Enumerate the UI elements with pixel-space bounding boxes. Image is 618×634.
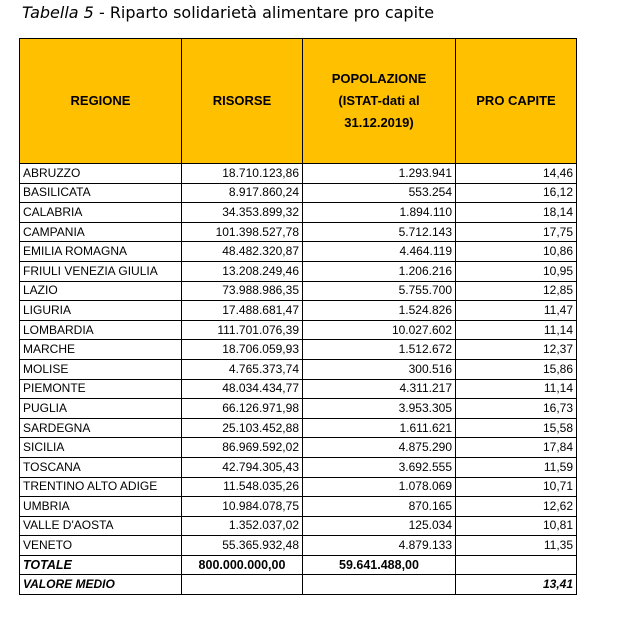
header-row: [20, 39, 577, 164]
cell-regione: EMILIA ROMAGNA: [20, 242, 182, 262]
cell-pro-capite: 10,95: [456, 261, 577, 281]
table-row: [20, 516, 577, 536]
table-row: [20, 281, 577, 301]
cell-pro-capite: 16,73: [456, 399, 577, 419]
cell-risorse: 18.710.123,86: [182, 164, 303, 184]
header-popolazione-line3: 31.12.2019): [344, 115, 414, 130]
cell-popolazione: 1.206.216: [303, 261, 456, 281]
cell-risorse: 4.765.373,74: [182, 359, 303, 379]
caption-title: Riparto solidarietà alimentare pro capite: [109, 3, 435, 22]
valore-medio-empty-popolazione: [303, 575, 456, 595]
cell-regione: CALABRIA: [20, 203, 182, 223]
cell-popolazione: 1.894.110: [303, 203, 456, 223]
cell-pro-capite: 18,14: [456, 203, 577, 223]
cell-risorse: 17.488.681,47: [182, 301, 303, 321]
totale-empty-cell: [456, 555, 577, 575]
caption-label: Tabella 5: [22, 3, 94, 22]
header-regione: REGIONE: [20, 39, 182, 164]
cell-popolazione: 553.254: [303, 183, 456, 203]
cell-risorse: 25.103.452,88: [182, 418, 303, 438]
header-popolazione-line2: (ISTAT-dati al: [338, 93, 420, 108]
pro-capite-table: [19, 38, 577, 595]
cell-regione: TOSCANA: [20, 457, 182, 477]
table-caption: [22, 3, 434, 22]
cell-popolazione: 1.611.621: [303, 418, 456, 438]
cell-pro-capite: 11,14: [456, 379, 577, 399]
table-row: [20, 379, 577, 399]
table-row: [20, 399, 577, 419]
cell-popolazione: 4.879.133: [303, 536, 456, 556]
cell-risorse: 66.126.971,98: [182, 399, 303, 419]
cell-pro-capite: 11,35: [456, 536, 577, 556]
table-row: [20, 536, 577, 556]
cell-risorse: 101.398.527,78: [182, 222, 303, 242]
cell-risorse: 86.969.592,02: [182, 438, 303, 458]
cell-popolazione: 10.027.602: [303, 320, 456, 340]
cell-popolazione: 870.165: [303, 497, 456, 517]
totale-popolazione: 59.641.488,00: [303, 555, 456, 575]
cell-risorse: 1.352.037,02: [182, 516, 303, 536]
cell-popolazione: 3.953.305: [303, 399, 456, 419]
cell-pro-capite: 12,37: [456, 340, 577, 360]
cell-popolazione: 4.311.217: [303, 379, 456, 399]
cell-risorse: 11.548.035,26: [182, 477, 303, 497]
cell-risorse: 55.365.932,48: [182, 536, 303, 556]
cell-regione: FRIULI VENEZIA GIULIA: [20, 261, 182, 281]
table-row: [20, 320, 577, 340]
cell-regione: MOLISE: [20, 359, 182, 379]
cell-popolazione: 1.512.672: [303, 340, 456, 360]
cell-regione: VALLE D'AOSTA: [20, 516, 182, 536]
cell-regione: SARDEGNA: [20, 418, 182, 438]
header-popolazione: [303, 39, 456, 164]
cell-regione: TRENTINO ALTO ADIGE: [20, 477, 182, 497]
cell-risorse: 111.701.076,39: [182, 320, 303, 340]
cell-pro-capite: 12,62: [456, 497, 577, 517]
totale-label: TOTALE: [20, 555, 182, 575]
cell-pro-capite: 15,86: [456, 359, 577, 379]
valore-medio-pro-capite: 13,41: [456, 575, 577, 595]
table-row: [20, 340, 577, 360]
cell-pro-capite: 11,47: [456, 301, 577, 321]
table-row: [20, 418, 577, 438]
header-popolazione-line1: POPOLAZIONE: [331, 71, 427, 86]
cell-pro-capite: 17,75: [456, 222, 577, 242]
table-row: [20, 242, 577, 262]
cell-popolazione: 1.524.826: [303, 301, 456, 321]
table-row: [20, 203, 577, 223]
cell-pro-capite: 11,59: [456, 457, 577, 477]
header-risorse: RISORSE: [182, 39, 303, 164]
cell-regione: UMBRIA: [20, 497, 182, 517]
cell-regione: BASILICATA: [20, 183, 182, 203]
table-row: [20, 457, 577, 477]
cell-regione: PIEMONTE: [20, 379, 182, 399]
cell-risorse: 34.353.899,32: [182, 203, 303, 223]
cell-popolazione: 300.516: [303, 359, 456, 379]
totale-risorse: 800.000.000,00: [182, 555, 303, 575]
cell-risorse: 8.917.860,24: [182, 183, 303, 203]
cell-pro-capite: 12,85: [456, 281, 577, 301]
cell-regione: VENETO: [20, 536, 182, 556]
valore-medio-label: VALORE MEDIO: [20, 575, 182, 595]
cell-pro-capite: 14,46: [456, 164, 577, 184]
table-row: [20, 477, 577, 497]
cell-pro-capite: 15,58: [456, 418, 577, 438]
cell-pro-capite: 10,81: [456, 516, 577, 536]
cell-risorse: 48.482.320,87: [182, 242, 303, 262]
table-row: [20, 261, 577, 281]
cell-popolazione: 1.078.069: [303, 477, 456, 497]
table-row: [20, 359, 577, 379]
cell-risorse: 13.208.249,46: [182, 261, 303, 281]
valore-medio-row: [20, 575, 577, 595]
cell-popolazione: 4.464.119: [303, 242, 456, 262]
cell-regione: ABRUZZO: [20, 164, 182, 184]
cell-risorse: 10.984.078,75: [182, 497, 303, 517]
cell-regione: LAZIO: [20, 281, 182, 301]
cell-regione: PUGLIA: [20, 399, 182, 419]
cell-pro-capite: 11,14: [456, 320, 577, 340]
cell-popolazione: 125.034: [303, 516, 456, 536]
cell-risorse: 42.794.305,43: [182, 457, 303, 477]
cell-popolazione: 5.755.700: [303, 281, 456, 301]
header-pro-capite: PRO CAPITE: [456, 39, 577, 164]
cell-popolazione: 3.692.555: [303, 457, 456, 477]
cell-risorse: 18.706.059,93: [182, 340, 303, 360]
totale-row: [20, 555, 577, 575]
table-row: [20, 183, 577, 203]
table-row: [20, 164, 577, 184]
cell-popolazione: 1.293.941: [303, 164, 456, 184]
cell-popolazione: 4.875.290: [303, 438, 456, 458]
caption-separator: -: [93, 3, 110, 22]
cell-pro-capite: 10,71: [456, 477, 577, 497]
cell-regione: LIGURIA: [20, 301, 182, 321]
cell-risorse: 73.988.986,35: [182, 281, 303, 301]
cell-pro-capite: 17,84: [456, 438, 577, 458]
cell-pro-capite: 10,86: [456, 242, 577, 262]
cell-regione: SICILIA: [20, 438, 182, 458]
cell-regione: CAMPANIA: [20, 222, 182, 242]
table-row: [20, 222, 577, 242]
cell-risorse: 48.034.434,77: [182, 379, 303, 399]
table-row: [20, 438, 577, 458]
valore-medio-empty-risorse: [182, 575, 303, 595]
table-row: [20, 301, 577, 321]
cell-regione: MARCHE: [20, 340, 182, 360]
cell-regione: LOMBARDIA: [20, 320, 182, 340]
cell-popolazione: 5.712.143: [303, 222, 456, 242]
cell-pro-capite: 16,12: [456, 183, 577, 203]
table-row: [20, 497, 577, 517]
